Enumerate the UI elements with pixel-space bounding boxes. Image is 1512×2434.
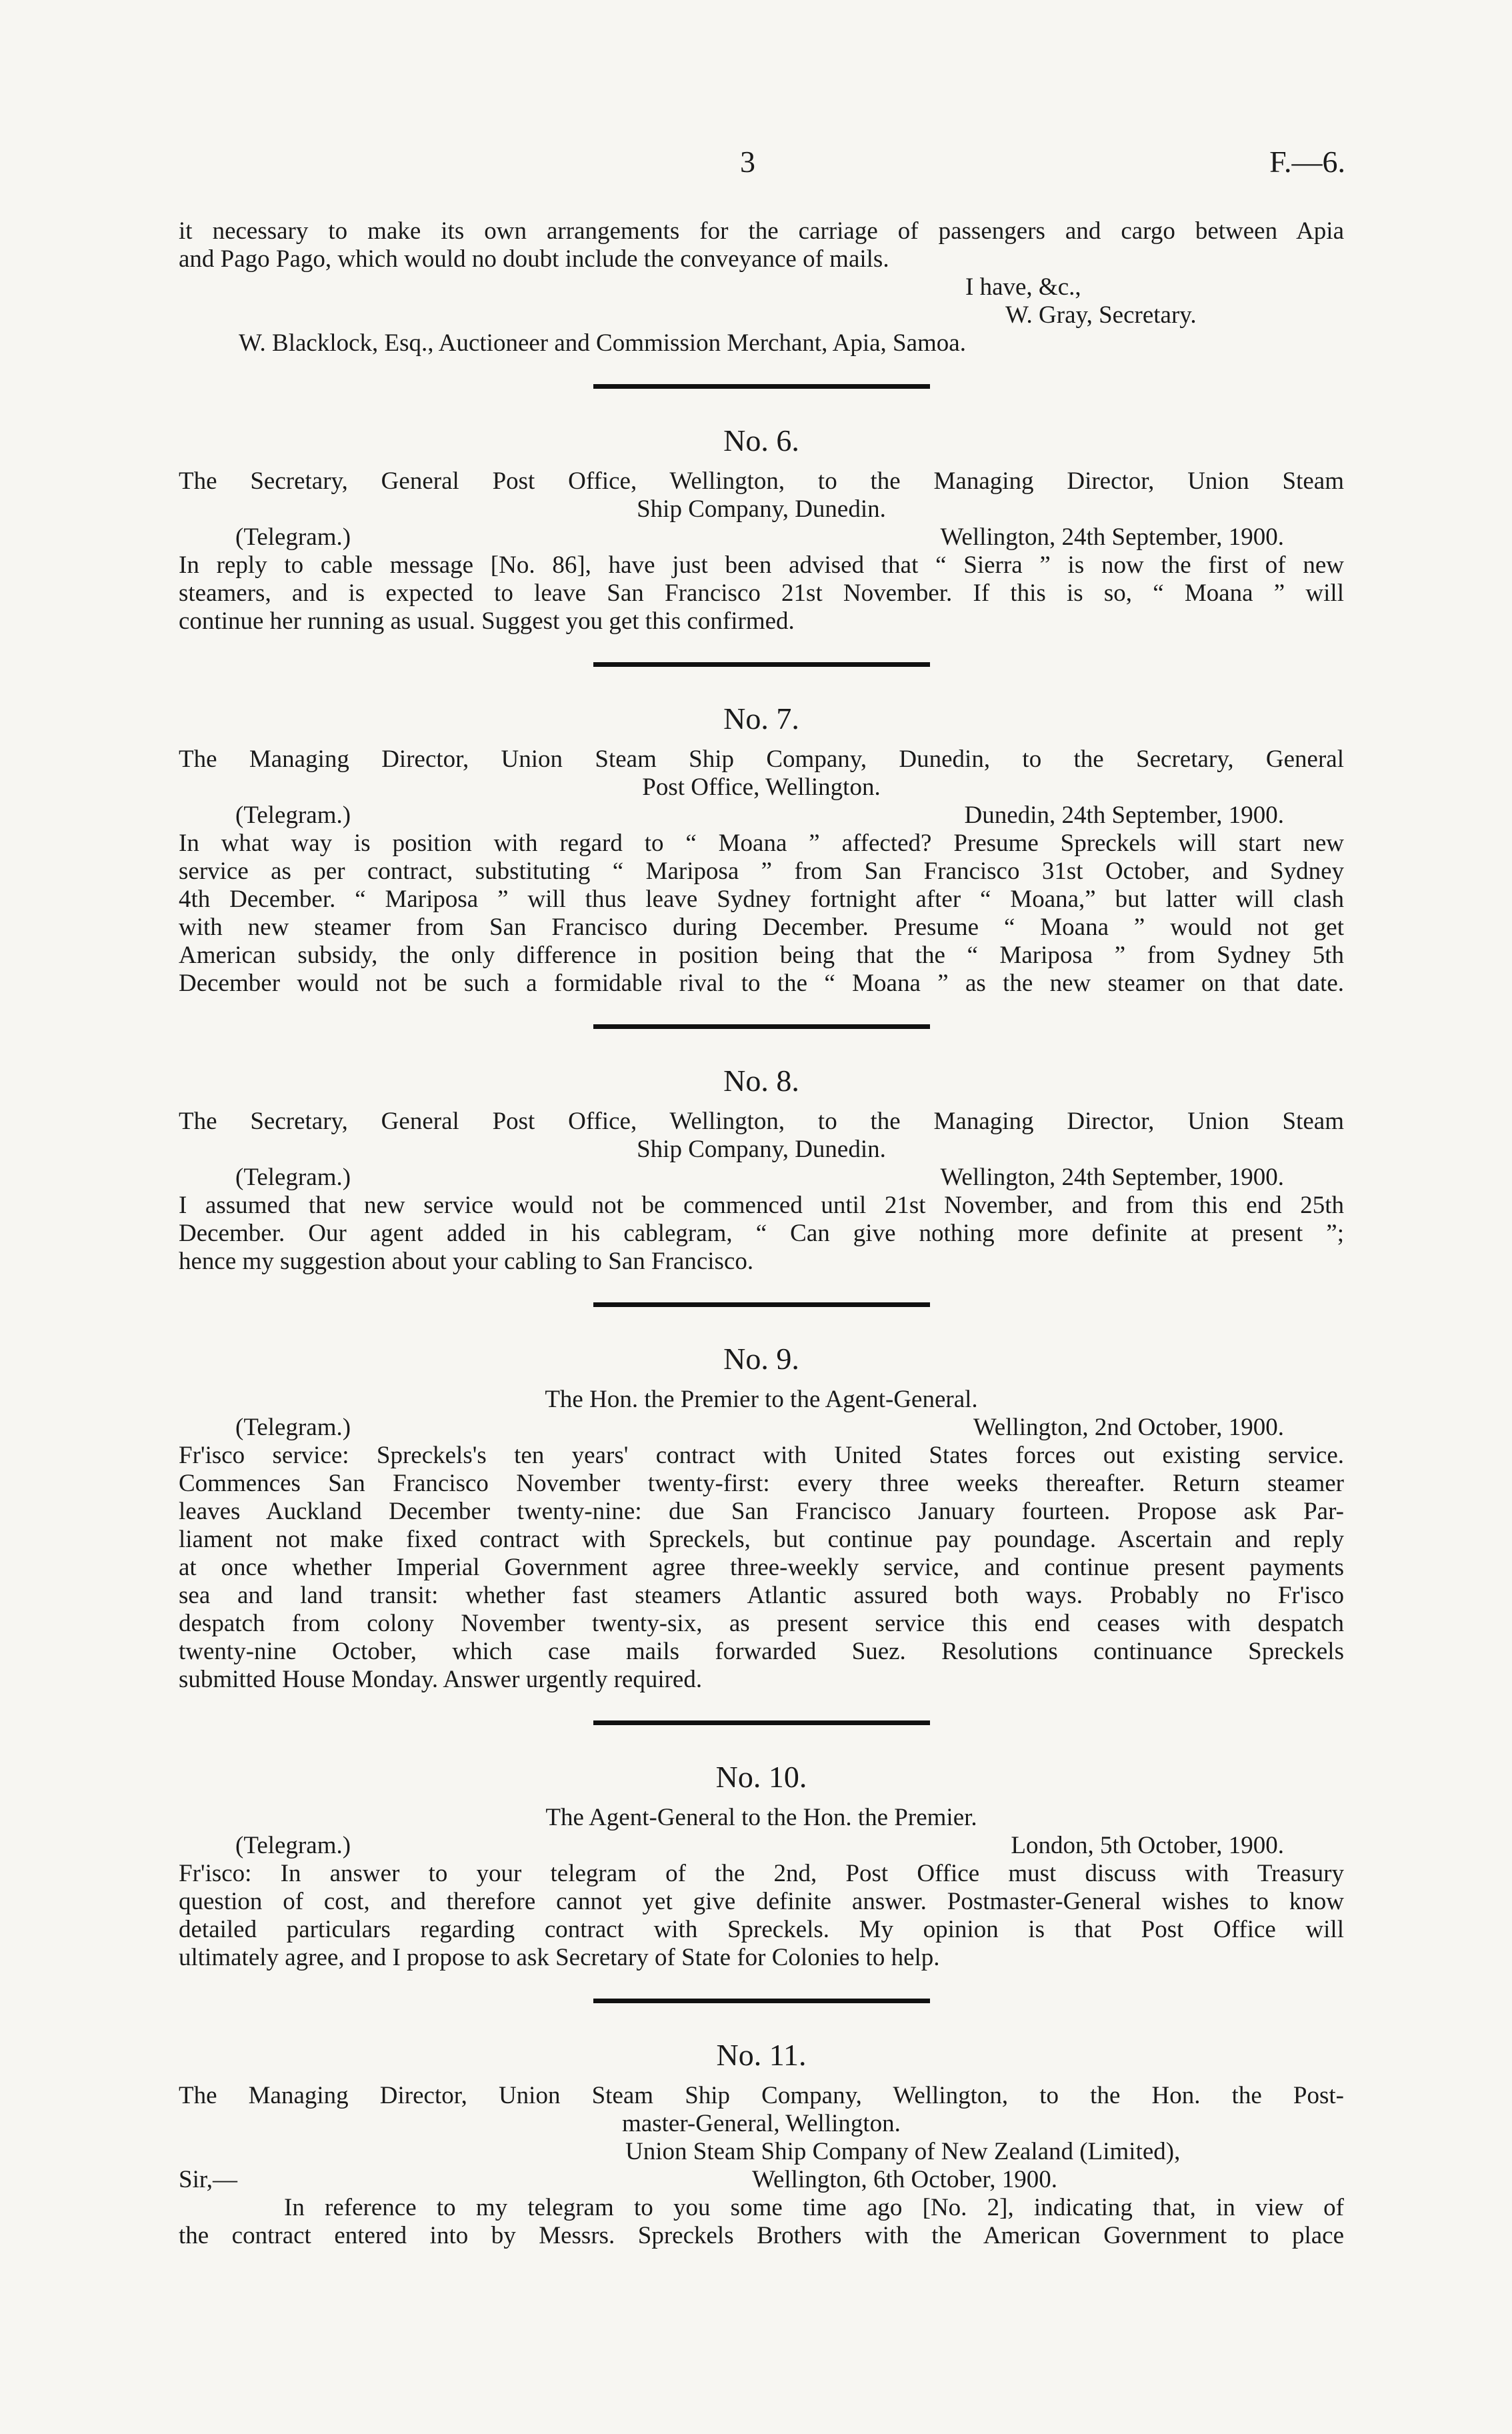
section-divider <box>593 1024 930 1029</box>
body-line: In reply to cable message [No. 86], have just been advised that “ Sierra ” is now the first of new <box>179 551 1344 579</box>
body-line: December would not be such a formidable rival to the “ Moana ” as the new steamer on that date. <box>179 970 1344 997</box>
telegram-line <box>179 802 1344 830</box>
item-number: No. 10. <box>715 1760 807 1794</box>
item-heading: The Secretary, General Post Office, Wellington, to the Managing Director, Union Steam <box>179 467 1344 495</box>
section-divider <box>593 662 930 667</box>
body-line: Commences San Francisco November twenty-first: every three weeks thereafter. Return steamer <box>179 1470 1344 1497</box>
item-number: No. 11. <box>716 2038 807 2072</box>
body-line: Fr'isco: In answer to your telegram of the 2nd, Post Office must discuss with Treasury <box>179 1860 1344 1887</box>
intro-line: it necessary to make its own arrangements for the carriage of passengers and cargo between Apia <box>179 217 1344 245</box>
telegram-line <box>179 1832 1344 1860</box>
document-body <box>179 217 1344 2250</box>
item-heading: The Managing Director, Union Steam Ship Company, Dunedin, to the Secretary, General <box>179 746 1344 773</box>
dateline: Dunedin, 24th September, 1900. <box>964 802 1284 829</box>
item-heading: Ship Company, Dunedin. <box>637 495 886 523</box>
item-heading: The Hon. the Premier to the Agent-General. <box>545 1386 978 1413</box>
telegram-label: (Telegram.) <box>235 1164 351 1191</box>
body-line: sea and land transit: whether fast steamers Atlantic assured both ways. Probably no Fr'isco <box>179 1582 1344 1609</box>
telegram-label: (Telegram.) <box>235 802 351 829</box>
telegram-label: (Telegram.) <box>235 1414 351 1441</box>
body-line: In reference to my telegram to you some time ago [No. 2], indicating that, in view of <box>284 2194 1344 2221</box>
body-line: at once whether Imperial Government agree three-weekly service, and continue present payments <box>179 1554 1344 1581</box>
section-divider <box>593 1302 930 1307</box>
body-line: continue her running as usual. Suggest you get this confirmed. <box>179 607 795 635</box>
body-line: In what way is position with regard to “ Moana ” affected? Presume Spreckels will start new <box>179 830 1344 857</box>
item-number: No. 7. <box>723 702 799 736</box>
salutation: Sir,— <box>179 2166 237 2193</box>
body-line: hence my suggestion about your cabling to San Francisco. <box>179 1248 754 1275</box>
item-number: No. 6. <box>723 423 799 457</box>
item-heading: Ship Company, Dunedin. <box>637 1136 886 1163</box>
body-line: with new steamer from San Francisco during December. Presume “ Moana ” would not get <box>179 914 1344 941</box>
section-divider <box>593 1999 930 2003</box>
body-line: American subsidy, the only difference in position being that the “ Mariposa ” from Sydney 5th <box>179 942 1344 969</box>
section-divider <box>593 1720 930 1725</box>
dateline: Wellington, 24th September, 1900. <box>940 523 1284 551</box>
body-line: despatch from colony November twenty-six, as present service this end ceases with despatch <box>179 1610 1344 1637</box>
telegram-line <box>179 1414 1344 1442</box>
body-line: detailed particulars regarding contract with Spreckels. My opinion is that Post Office will <box>179 1916 1344 1943</box>
item-heading: The Secretary, General Post Office, Wellington, to the Managing Director, Union Steam <box>179 1108 1344 1135</box>
item-heading: Post Office, Wellington. <box>642 774 881 801</box>
intro-line: and Pago Pago, which would no doubt include the conveyance of mails. <box>179 245 889 273</box>
dateline: Wellington, 6th October, 1900. <box>752 2166 1057 2193</box>
item-heading: The Managing Director, Union Steam Ship Company, Wellington, to the Hon. the Post- <box>179 2082 1344 2109</box>
item-heading: master-General, Wellington. <box>622 2110 901 2137</box>
body-line: twenty-nine October, which case mails forwarded Suez. Resolutions continuance Spreckels <box>179 1638 1344 1665</box>
body-line: 4th December. “ Mariposa ” will thus leave Sydney fortnight after “ Moana,” but latter will clash <box>179 886 1344 913</box>
body-line: leaves Auckland December twenty-nine: due San Francisco January fourteen. Propose ask Par- <box>179 1498 1344 1525</box>
telegram-line <box>179 1164 1344 1192</box>
telegram-label: (Telegram.) <box>235 523 351 551</box>
body-line: ultimately agree, and I propose to ask Secretary of State for Colonies to help. <box>179 1944 940 1971</box>
dateline: Wellington, 24th September, 1900. <box>940 1164 1284 1191</box>
item-heading: The Agent-General to the Hon. the Premier. <box>545 1804 977 1831</box>
section-divider <box>593 384 930 389</box>
closing: I have, &c., <box>965 273 1081 301</box>
item-number: No. 9. <box>723 1342 799 1376</box>
body-line: liament not make fixed contract with Spreckels, but continue pay poundage. Ascertain and reply <box>179 1526 1344 1553</box>
dateline: Wellington, 2nd October, 1900. <box>973 1414 1284 1441</box>
telegram-line <box>179 523 1344 551</box>
body-line: the contract entered into by Messrs. Spreckels Brothers with the American Government to place <box>179 2222 1344 2249</box>
body-line: I assumed that new service would not be commenced until 21st November, and from this end 25th <box>179 1192 1344 1219</box>
letterhead-company: Union Steam Ship Company of New Zealand (Limited), <box>625 2138 1181 2165</box>
paper-reference: F.—6. <box>1269 145 1345 179</box>
telegram-label: (Telegram.) <box>235 1832 351 1859</box>
salutation-row <box>179 2166 1344 2194</box>
dateline: London, 5th October, 1900. <box>1011 1832 1284 1859</box>
page-number: 3 <box>740 145 755 179</box>
body-line: Fr'isco service: Spreckels's ten years' contract with United States forces out existing service. <box>179 1442 1344 1469</box>
body-line: question of cost, and therefore cannot yet give definite answer. Postmaster-General wishes to know <box>179 1888 1344 1915</box>
body-line: service as per contract, substituting “ Mariposa ” from San Francisco 31st October, and Sydney <box>179 858 1344 885</box>
body-line: submitted House Monday. Answer urgently required. <box>179 1666 703 1693</box>
body-line: steamers, and is expected to leave San Francisco 21st November. If this is so, “ Moana ” will <box>179 579 1344 607</box>
item-number: No. 8. <box>723 1064 799 1098</box>
addressee: W. Blacklock, Esq., Auctioneer and Commission Merchant, Apia, Samoa. <box>239 329 966 357</box>
body-line: December. Our agent added in his cablegram, “ Can give nothing more definite at present ”; <box>179 1220 1344 1247</box>
signature: W. Gray, Secretary. <box>1005 301 1197 329</box>
